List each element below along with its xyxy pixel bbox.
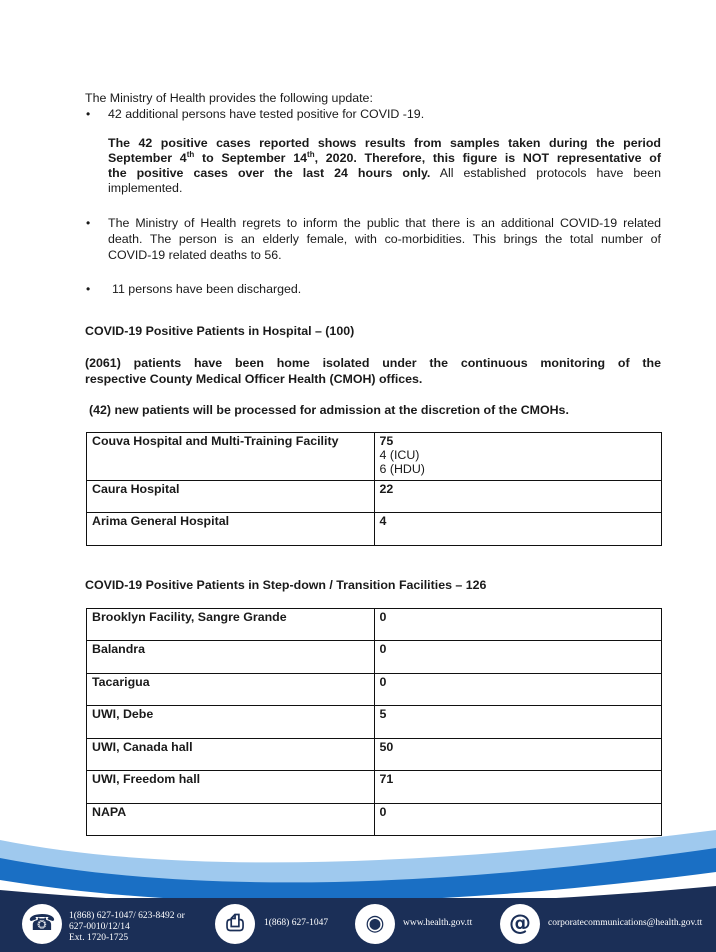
facility-name: NAPA <box>87 804 375 836</box>
facility-count: 71 <box>374 771 661 804</box>
table-row <box>87 641 662 674</box>
table-row <box>87 771 662 804</box>
facility-count: 0 <box>374 609 661 641</box>
bullet-marker: • <box>86 216 91 230</box>
table-row <box>87 609 662 641</box>
facility-count: 0 <box>374 674 661 706</box>
cases-note-line-2: September 4th to September 14th, 2020. Therefore, this figure is NOT representative of <box>108 149 661 165</box>
phone-line-1: 1(868) 627-1047/ 623-8492 or <box>69 911 185 921</box>
hospital-heading: COVID-19 Positive Patients in Hospital – (100) <box>85 324 355 338</box>
facility-name: UWI, Freedom hall <box>87 771 375 804</box>
bullet-marker: • <box>86 282 91 296</box>
phone-numbers <box>69 911 185 944</box>
death-report-line-2: death. The person is an elderly female, with co-morbidities. This brings the total number of <box>108 232 661 246</box>
facility-name: Caura Hospital <box>87 481 375 513</box>
facility-count: 5 <box>374 706 661 739</box>
count-value: 75 <box>379 434 394 448</box>
home-isolated-line-1: (2061) patients have been home isolated under the continuous monitoring of the <box>85 356 661 370</box>
footer <box>0 820 716 952</box>
intro-text: The Ministry of Health provides the following update: <box>85 91 373 105</box>
death-report-line-1: The Ministry of Health regrets to inform the public that there is an additional COVID-19 related <box>108 216 661 230</box>
facility-count: 50 <box>374 739 661 771</box>
hospital-table <box>86 432 662 546</box>
cases-note-line-3: the positive cases over the last 24 hours only. All established protocols have been <box>108 166 661 180</box>
facility-count: 22 <box>374 481 662 513</box>
fax-number: 1(868) 627-1047 <box>264 918 329 928</box>
table-row <box>87 481 662 513</box>
website-link[interactable]: www.health.gov.tt <box>403 918 473 928</box>
globe-icon: ◉ <box>355 904 395 944</box>
stepdown-table <box>86 608 662 836</box>
bullet-marker: • <box>86 107 91 121</box>
facility-name: Tacarigua <box>87 674 375 706</box>
hdu-count: 6 (HDU) <box>379 462 425 476</box>
facility-count: 0 <box>374 641 661 674</box>
facility-name: Balandra <box>87 641 375 674</box>
phone-icon: ☎ <box>22 904 62 944</box>
facility-name: UWI, Canada hall <box>87 739 375 771</box>
table-row <box>87 739 662 771</box>
table-row <box>87 706 662 739</box>
email-icon: @ <box>500 904 540 944</box>
facility-name: Arima General Hospital <box>87 513 375 546</box>
facility-count: 0 <box>374 804 661 836</box>
icu-count: 4 (ICU) <box>379 448 420 462</box>
fax-icon: ⎙ <box>215 904 255 944</box>
email-link[interactable]: corporatecommunications@health.gov.tt <box>548 918 703 928</box>
table-row <box>87 674 662 706</box>
facility-count: 4 <box>374 513 662 546</box>
phone-line-2: 627-0010/12/14 <box>69 922 130 932</box>
facility-name: UWI, Debe <box>87 706 375 739</box>
new-patients-text: (42) new patients will be processed for admission at the discretion of the CMOHs. <box>89 403 569 417</box>
facility-name: Couva Hospital and Multi-Training Facility <box>87 433 375 481</box>
table-row <box>87 433 662 481</box>
facility-name: Brooklyn Facility, Sangre Grande <box>87 609 375 641</box>
phone-line-3: Ext. 1720-1725 <box>69 933 129 943</box>
cases-note-line-4: implemented. <box>108 181 183 195</box>
death-report-line-3: COVID-19 related deaths to 56. <box>108 248 282 262</box>
table-row <box>87 513 662 546</box>
bullet-new-cases: 42 additional persons have tested positive for COVID -19. <box>108 107 425 121</box>
home-isolated-line-2: respective County Medical Officer Health (CMOH) offices. <box>85 372 423 386</box>
cases-note-line-1: The 42 positive cases reported shows results from samples taken during the period <box>108 136 661 150</box>
bullet-discharged: 11 persons have been discharged. <box>112 282 302 296</box>
facility-count <box>374 433 662 481</box>
stepdown-heading: COVID-19 Positive Patients in Step-down / Transition Facilities – 126 <box>85 578 487 592</box>
